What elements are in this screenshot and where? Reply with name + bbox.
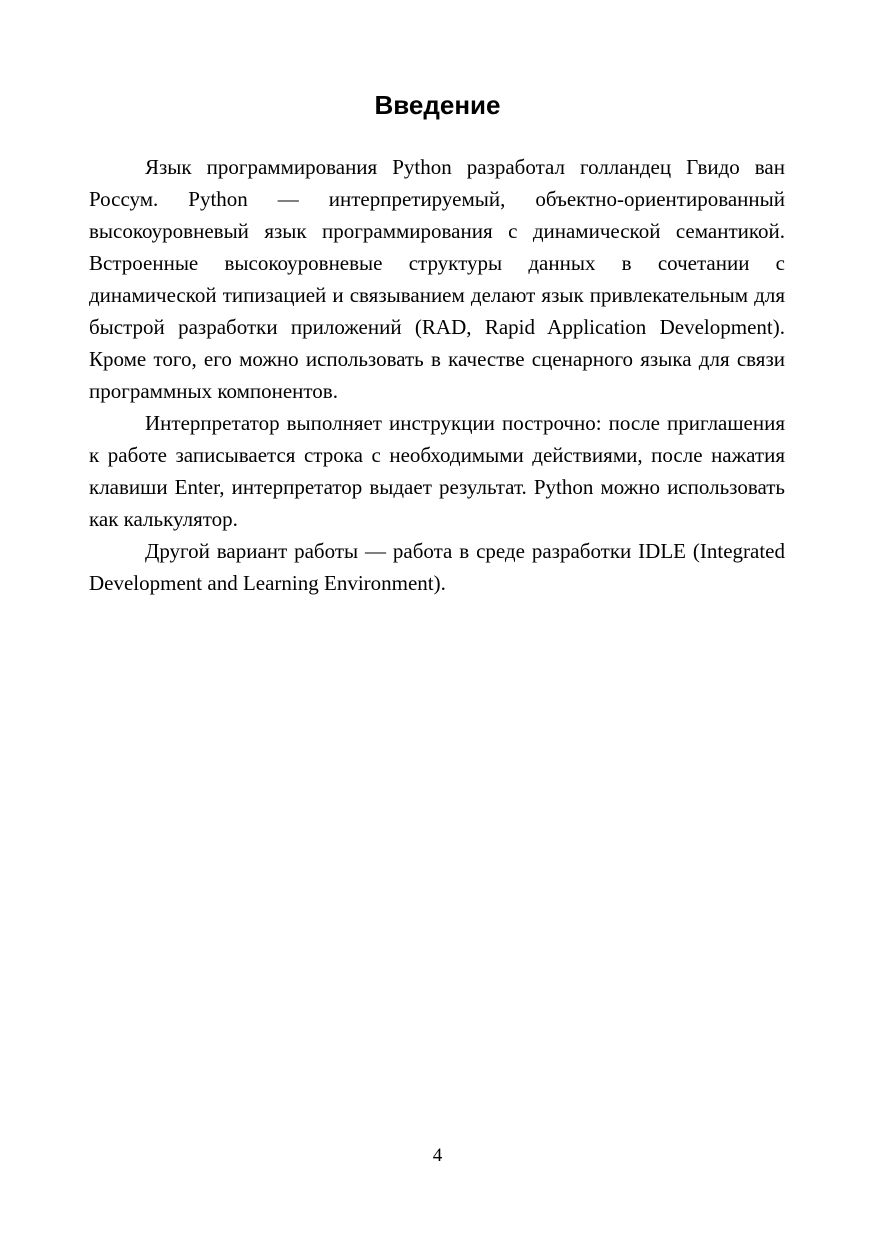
paragraph-idle: Другой вариант работы — работа в среде разработки IDLE (Integrated Development and Learning Environment). <box>89 539 785 595</box>
body-text <box>89 151 785 599</box>
page-number: 4 <box>432 1145 443 1166</box>
paragraph-interpreter: Интерпретатор выполняет инструкции построчно: после приглашения к работе записывается строка с необходимыми действиями, после нажатия клавиши Enter, интерпретатор выдает результат. Python можно использовать как калькулятор. <box>89 411 785 531</box>
paragraph-python-intro: Язык программирования Python разработал голландец Гвидо ван Россум. Python — интерпретируемый, объектно-ориентированный высокоуровневый язык программирования с динамической семантикой. Встроенные высокоуровневые структуры данных в сочетании с динамической типизацией и связыванием делают язык привлекательным для быстрой разработки приложений (RAD, Rapid Application Development). Кроме того, его можно использовать в качестве сценарного языка для связи программных компонентов. <box>89 155 785 403</box>
section-title: Введение <box>374 90 501 120</box>
